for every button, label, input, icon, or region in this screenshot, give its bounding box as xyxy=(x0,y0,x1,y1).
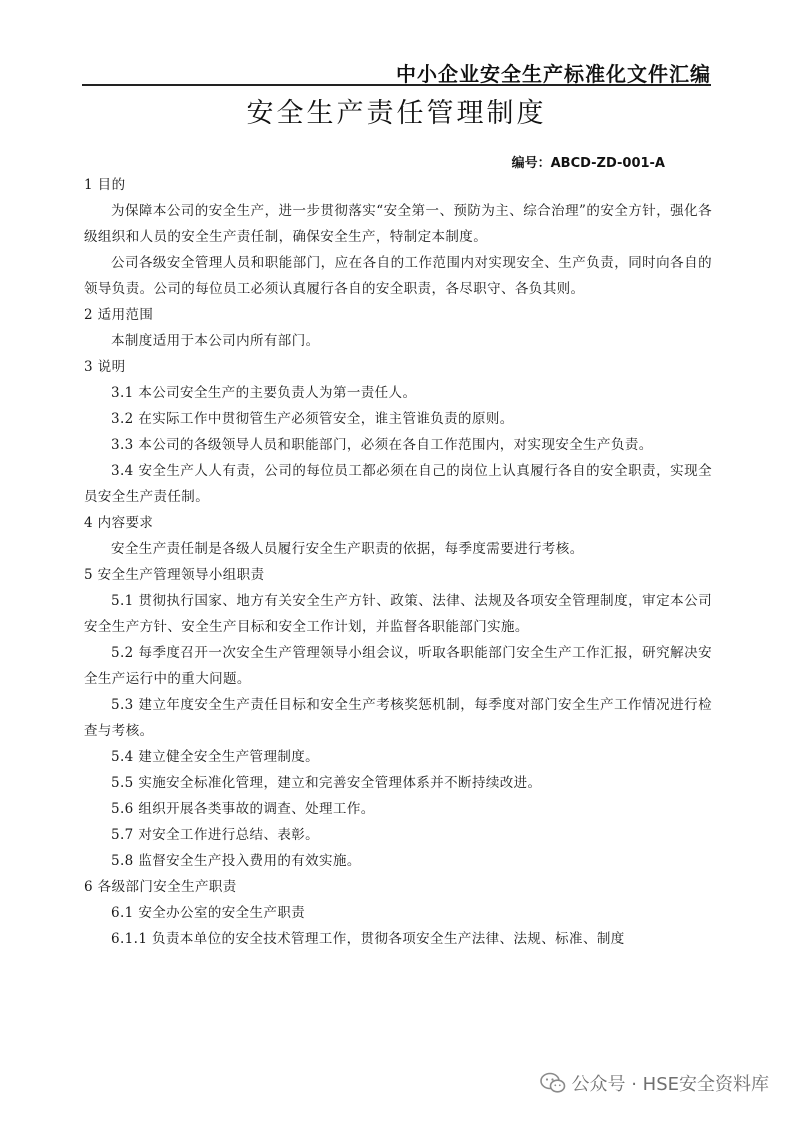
body-paragraph: 5.2 每季度召开一次安全生产管理领导小组会议，听取各职能部门安全生产工作汇报，研究解决安全生产运行中的重大问题。 xyxy=(84,645,712,687)
body-paragraph: 为保障本公司的安全生产，进一步贯彻落实“安全第一、预防为主、综合治理”的安全方针，强化各级组织和人员的安全生产责任制，确保安全生产，特制定本制度。 xyxy=(84,203,712,245)
body-paragraph: 3.2 在实际工作中贯彻管生产必须管安全，谁主管谁负责的原则。 xyxy=(111,411,514,427)
header-title: 中小企业安全生产标准化文件汇编 xyxy=(396,62,711,86)
watermark xyxy=(540,1070,770,1096)
section-heading: 4 内容要求 xyxy=(84,515,154,531)
body-paragraph: 3.4 安全生产人人有责，公司的每位员工都必须在自己的岗位上认真履行各自的安全职责，实现全员安全生产责任制。 xyxy=(84,463,712,505)
document-title: 安全生产责任管理制度 xyxy=(246,98,547,129)
body-paragraph: 5.5 实施安全标准化管理，建立和完善安全管理体系并不断持续改进。 xyxy=(111,775,542,791)
section-heading: 5 安全生产管理领导小组职责 xyxy=(84,567,265,583)
document-number: 编号：ABCD-ZD-001-A xyxy=(511,156,665,171)
body-paragraph: 安全生产责任制是各级人员履行安全生产职责的依据，每季度需要进行考核。 xyxy=(111,541,584,557)
body-paragraph: 本制度适用于本公司内所有部门。 xyxy=(111,333,320,349)
section-heading: 6 各级部门安全生产职责 xyxy=(84,879,237,895)
body-paragraph: 5.6 组织开展各类事故的调查、处理工作。 xyxy=(111,801,375,817)
document-body xyxy=(84,172,712,952)
body-paragraph: 5.7 对安全工作进行总结、表彰。 xyxy=(111,827,320,843)
body-paragraph: 公司各级安全管理人员和职能部门，应在各自的工作范围内对实现安全、生产负责，同时向各自的领导负责。公司的每位员工必须认真履行各自的安全职责，各尽职守、各负其则。 xyxy=(84,255,712,297)
body-paragraph: 5.4 建立健全安全生产管理制度。 xyxy=(111,749,320,765)
section-heading: 3 说明 xyxy=(84,359,126,375)
watermark-text: 公众号 · HSE安全资料库 xyxy=(571,1074,769,1095)
body-paragraph: 3.1 本公司安全生产的主要负责人为第一责任人。 xyxy=(111,385,417,401)
header-divider xyxy=(82,84,711,86)
body-paragraph: 5.8 监督安全生产投入费用的有效实施。 xyxy=(111,853,361,869)
body-paragraph: 5.3 建立年度安全生产责任目标和安全生产考核奖惩机制，每季度对部门安全生产工作情况进行检查与考核。 xyxy=(84,697,712,739)
body-paragraph: 3.3 本公司的各级领导人员和职能部门，必须在各自工作范围内，对实现安全生产负责。 xyxy=(111,437,653,453)
body-paragraph: 6.1 安全办公室的安全生产职责 xyxy=(111,905,306,921)
section-heading: 2 适用范围 xyxy=(84,307,154,323)
body-paragraph: 6.1.1 负责本单位的安全技术管理工作，贯彻各项安全生产法律、法规、标准、制度 xyxy=(111,931,625,947)
wechat-official-account-icon xyxy=(540,1072,566,1094)
section-heading: 1 目的 xyxy=(84,177,126,193)
body-paragraph: 5.1 贯彻执行国家、地方有关安全生产方针、政策、法律、法规及各项安全管理制度，审定本公司安全生产方针、安全生产目标和安全工作计划，并监督各职能部门实施。 xyxy=(84,593,712,635)
